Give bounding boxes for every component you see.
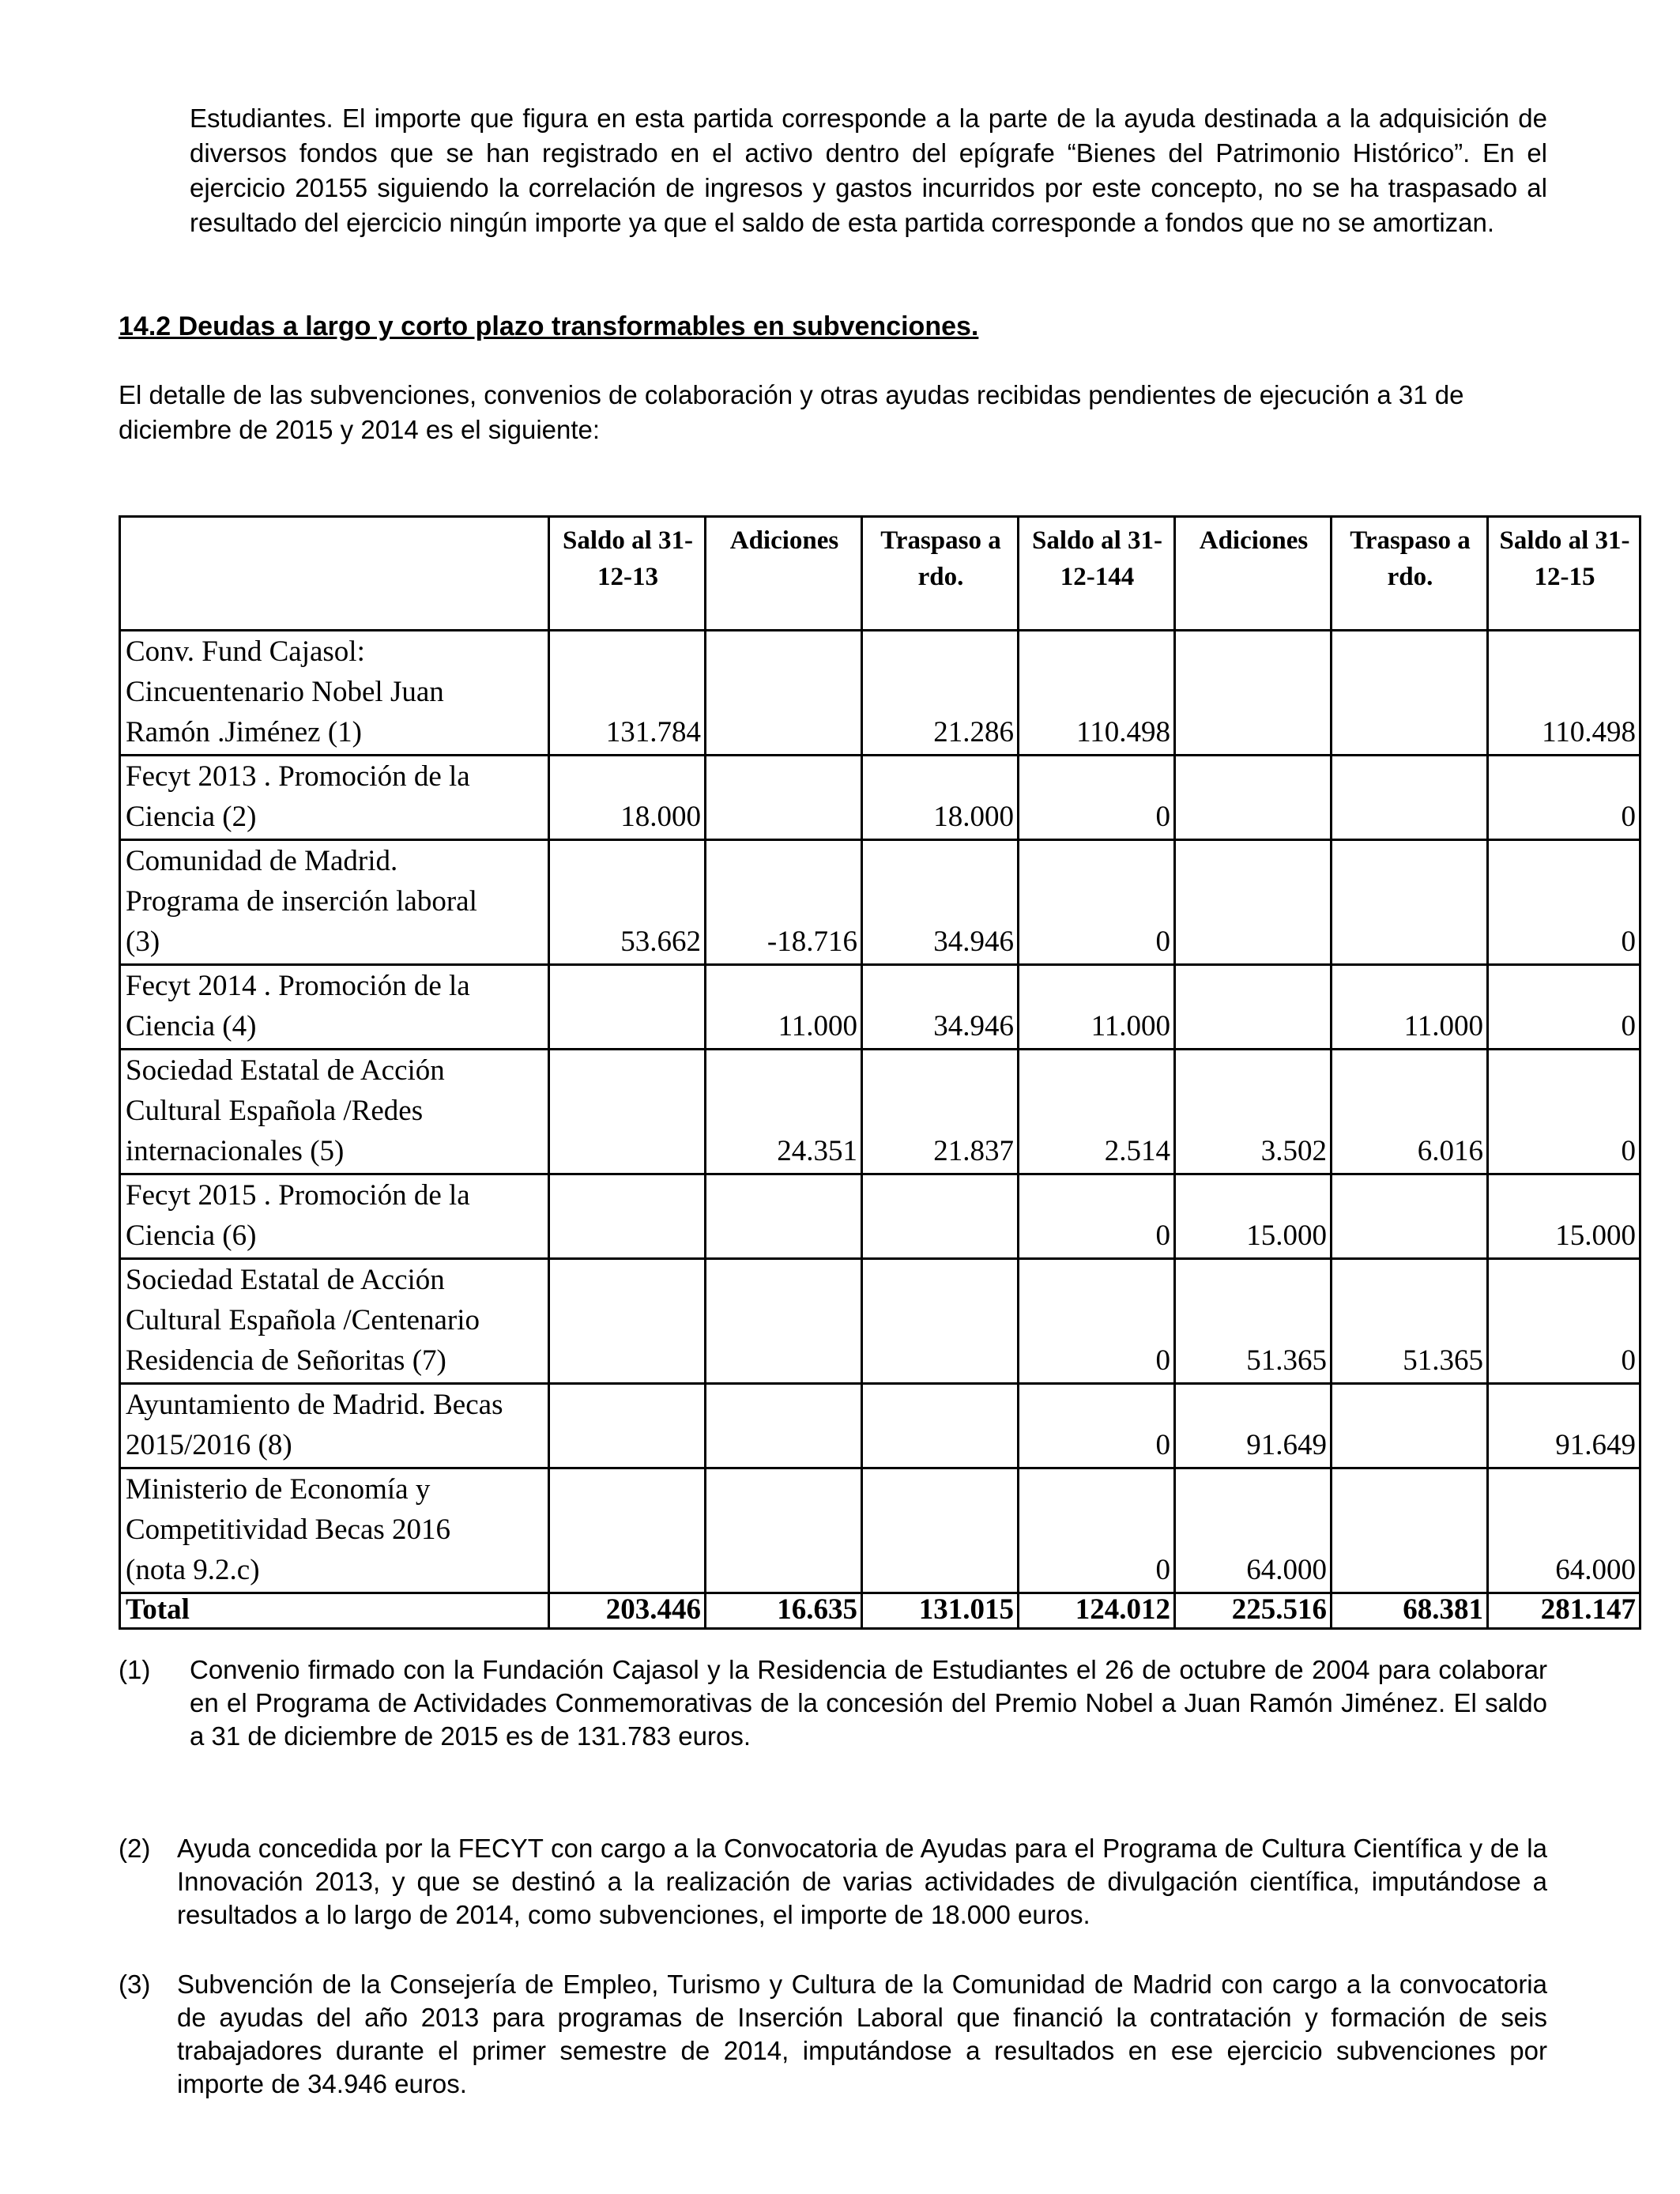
description-line: Residencia de Señoritas (7): [126, 1344, 446, 1377]
value-cell: 11.000: [706, 965, 862, 1050]
total-label: Total: [120, 1593, 549, 1629]
value-cell: -18.716: [706, 840, 862, 965]
value-cell: 18.000: [862, 756, 1019, 840]
value-cell: [862, 1468, 1019, 1593]
value-cell: [1332, 631, 1488, 756]
row-description: [120, 1384, 549, 1468]
total-row: [120, 1593, 1640, 1629]
description-line: 2015/2016 (8): [126, 1429, 292, 1461]
value-cell: 0: [1488, 1050, 1640, 1174]
description-line: Ayuntamiento de Madrid. Becas: [126, 1389, 503, 1421]
description-line: Cultural Española /Redes: [126, 1095, 424, 1127]
description-line: Fecyt 2013 . Promoción de la: [126, 760, 470, 793]
value-cell: [1332, 756, 1488, 840]
value-cell: [706, 1174, 862, 1259]
value-cell: [862, 1384, 1019, 1468]
table-header-row: [120, 517, 1640, 631]
value-cell: [862, 1174, 1019, 1259]
section-heading: 14.2 Deudas a largo y corto plazo transformables en subvenciones.: [119, 311, 979, 341]
value-cell: 64.000: [1175, 1468, 1332, 1593]
description-line: (nota 9.2.c): [126, 1554, 260, 1586]
value-cell: 91.649: [1175, 1384, 1332, 1468]
description-line: Cultural Española /Centenario: [126, 1304, 480, 1336]
value-cell: [549, 1050, 706, 1174]
total-value-cell: 16.635: [706, 1593, 862, 1629]
value-cell: 11.000: [1019, 965, 1175, 1050]
row-description: [120, 631, 549, 756]
header-cell: Saldo al 31-12-13: [549, 517, 706, 631]
description-line: Ministerio de Economía y: [126, 1473, 431, 1506]
value-cell: [1175, 631, 1332, 756]
header-cell: Traspaso a rdo.: [1332, 517, 1488, 631]
description-line: Ciencia (2): [126, 801, 257, 833]
header-cell: Adiciones: [706, 517, 862, 631]
value-cell: [706, 631, 862, 756]
value-cell: [862, 1259, 1019, 1384]
subsidies-table: [119, 515, 1641, 1630]
value-cell: [549, 965, 706, 1050]
footnote-text: Subvención de la Consejería de Empleo, Turismo y Cultura de la Comunidad de Madrid con cargo a la convocatoria de ayudas del año 2013 para programas de Inserción Laboral que financió la contratación y formación de seis trabajadores durante el primer semestre de 2014, imputándose a resultados en ese ejercicio subvenciones por importe de 34.946 euros.: [177, 1970, 1547, 2098]
value-cell: 110.498: [1488, 631, 1640, 756]
table-row: [120, 840, 1640, 965]
description-line: Cincuentenario Nobel Juan: [126, 676, 444, 708]
value-cell: 34.946: [862, 965, 1019, 1050]
value-cell: 6.016: [1332, 1050, 1488, 1174]
value-cell: 11.000: [1332, 965, 1488, 1050]
footnote-text: Convenio firmado con la Fundación Cajasol y la Residencia de Estudiantes el 26 de octubre de 2004 para colaborar en el Programa de Actividades Conmemorativas de la concesión del Premio Nobel a Juan Ramón Jiménez. El saldo a 31 de diciembre de 2015 es de 131.783 euros.: [190, 1655, 1547, 1751]
table-row: [120, 1259, 1640, 1384]
header-cell: Traspaso a rdo.: [862, 517, 1019, 631]
description-line: Fecyt 2014 . Promoción de la: [126, 970, 470, 1002]
value-cell: 110.498: [1019, 631, 1175, 756]
total-value-cell: 281.147: [1488, 1593, 1640, 1629]
value-cell: 21.837: [862, 1050, 1019, 1174]
header-cell: Saldo al 31-12-144: [1019, 517, 1175, 631]
value-cell: [1332, 1468, 1488, 1593]
footnote-marker: (2): [119, 1834, 151, 1863]
total-value-cell: 225.516: [1175, 1593, 1332, 1629]
footnote-marker: (3): [119, 1970, 151, 1999]
value-cell: 53.662: [549, 840, 706, 965]
value-cell: [706, 1384, 862, 1468]
header-cell: Saldo al 31-12-15: [1488, 517, 1640, 631]
description-line: Ciencia (4): [126, 1010, 257, 1042]
description-line: Comunidad de Madrid.: [126, 845, 398, 877]
footnote-marker: (1): [119, 1655, 151, 1684]
value-cell: [549, 1384, 706, 1468]
value-cell: 0: [1488, 965, 1640, 1050]
description-line: Ciencia (6): [126, 1220, 257, 1252]
intro-paragraph: El detalle de las subvenciones, convenios de colaboración y otras ayudas recibidas pendientes de ejecución a 31 de diciembre de 2015 y 2014 es el siguiente:: [119, 380, 1464, 444]
header-cell: Adiciones: [1175, 517, 1332, 631]
description-line: internacionales (5): [126, 1135, 345, 1167]
value-cell: [1175, 840, 1332, 965]
value-cell: 2.514: [1019, 1050, 1175, 1174]
total-value-cell: 131.015: [862, 1593, 1019, 1629]
value-cell: [1175, 756, 1332, 840]
value-cell: 131.784: [549, 631, 706, 756]
value-cell: 24.351: [706, 1050, 862, 1174]
value-cell: [549, 1174, 706, 1259]
row-description: [120, 756, 549, 840]
value-cell: 0: [1019, 1174, 1175, 1259]
value-cell: [1332, 840, 1488, 965]
row-description: [120, 1259, 549, 1384]
row-description: [120, 1050, 549, 1174]
header-cell: [120, 517, 549, 631]
value-cell: 0: [1019, 840, 1175, 965]
value-cell: 15.000: [1175, 1174, 1332, 1259]
value-cell: 0: [1019, 756, 1175, 840]
value-cell: 91.649: [1488, 1384, 1640, 1468]
total-value-cell: 203.446: [549, 1593, 706, 1629]
value-cell: 18.000: [549, 756, 706, 840]
table-row: [120, 1174, 1640, 1259]
row-description: [120, 965, 549, 1050]
value-cell: [706, 1259, 862, 1384]
value-cell: [706, 756, 862, 840]
value-cell: 21.286: [862, 631, 1019, 756]
description-line: Fecyt 2015 . Promoción de la: [126, 1179, 470, 1212]
top-paragraph: Estudiantes. El importe que figura en esta partida corresponde a la parte de la ayuda destinada a la adquisición de diversos fondos que se han registrado en el activo dentro del epígrafe “Bienes del Patrimonio Histórico”. En el ejercicio 20155 siguiendo la correlación de ingresos y gastos incurridos por este concepto, no se ha traspasado al resultado del ejercicio ningún importe ya que el saldo de esta partida corresponde a fondos que no se amortizan.: [190, 104, 1547, 237]
value-cell: 0: [1019, 1384, 1175, 1468]
value-cell: 0: [1488, 756, 1640, 840]
total-value-cell: 68.381: [1332, 1593, 1488, 1629]
description-line: Sociedad Estatal de Acción: [126, 1264, 445, 1296]
description-line: Programa de inserción laboral: [126, 885, 477, 918]
value-cell: 64.000: [1488, 1468, 1640, 1593]
table-row: [120, 965, 1640, 1050]
row-description: [120, 840, 549, 965]
description-line: (3): [126, 925, 160, 958]
description-line: Competitividad Becas 2016: [126, 1514, 451, 1546]
value-cell: 0: [1488, 1259, 1640, 1384]
value-cell: [549, 1259, 706, 1384]
value-cell: 51.365: [1175, 1259, 1332, 1384]
value-cell: 0: [1019, 1468, 1175, 1593]
value-cell: 0: [1019, 1259, 1175, 1384]
value-cell: [549, 1468, 706, 1593]
value-cell: 51.365: [1332, 1259, 1488, 1384]
value-cell: 3.502: [1175, 1050, 1332, 1174]
value-cell: [1332, 1384, 1488, 1468]
value-cell: [706, 1468, 862, 1593]
table-row: [120, 1384, 1640, 1468]
value-cell: [1332, 1174, 1488, 1259]
table-row: [120, 1468, 1640, 1593]
description-line: Sociedad Estatal de Acción: [126, 1054, 445, 1087]
row-description: [120, 1468, 549, 1593]
value-cell: 0: [1488, 840, 1640, 965]
footnote-text: Ayuda concedida por la FECYT con cargo a la Convocatoria de Ayudas para el Programa de Cultura Científica y de la Innovación 2013, y que se destinó a la realización de varias actividades de divulgación científica, imputándose a resultados a lo largo de 2014, como subvenciones, el importe de 18.000 euros.: [177, 1834, 1547, 1929]
total-value-cell: 124.012: [1019, 1593, 1175, 1629]
value-cell: 15.000: [1488, 1174, 1640, 1259]
value-cell: 34.946: [862, 840, 1019, 965]
description-line: Conv. Fund Cajasol:: [126, 635, 365, 668]
value-cell: [1175, 965, 1332, 1050]
row-description: [120, 1174, 549, 1259]
description-line: Ramón .Jiménez (1): [126, 716, 362, 748]
table-row: [120, 1050, 1640, 1174]
table-row: [120, 756, 1640, 840]
table-row: [120, 631, 1640, 756]
